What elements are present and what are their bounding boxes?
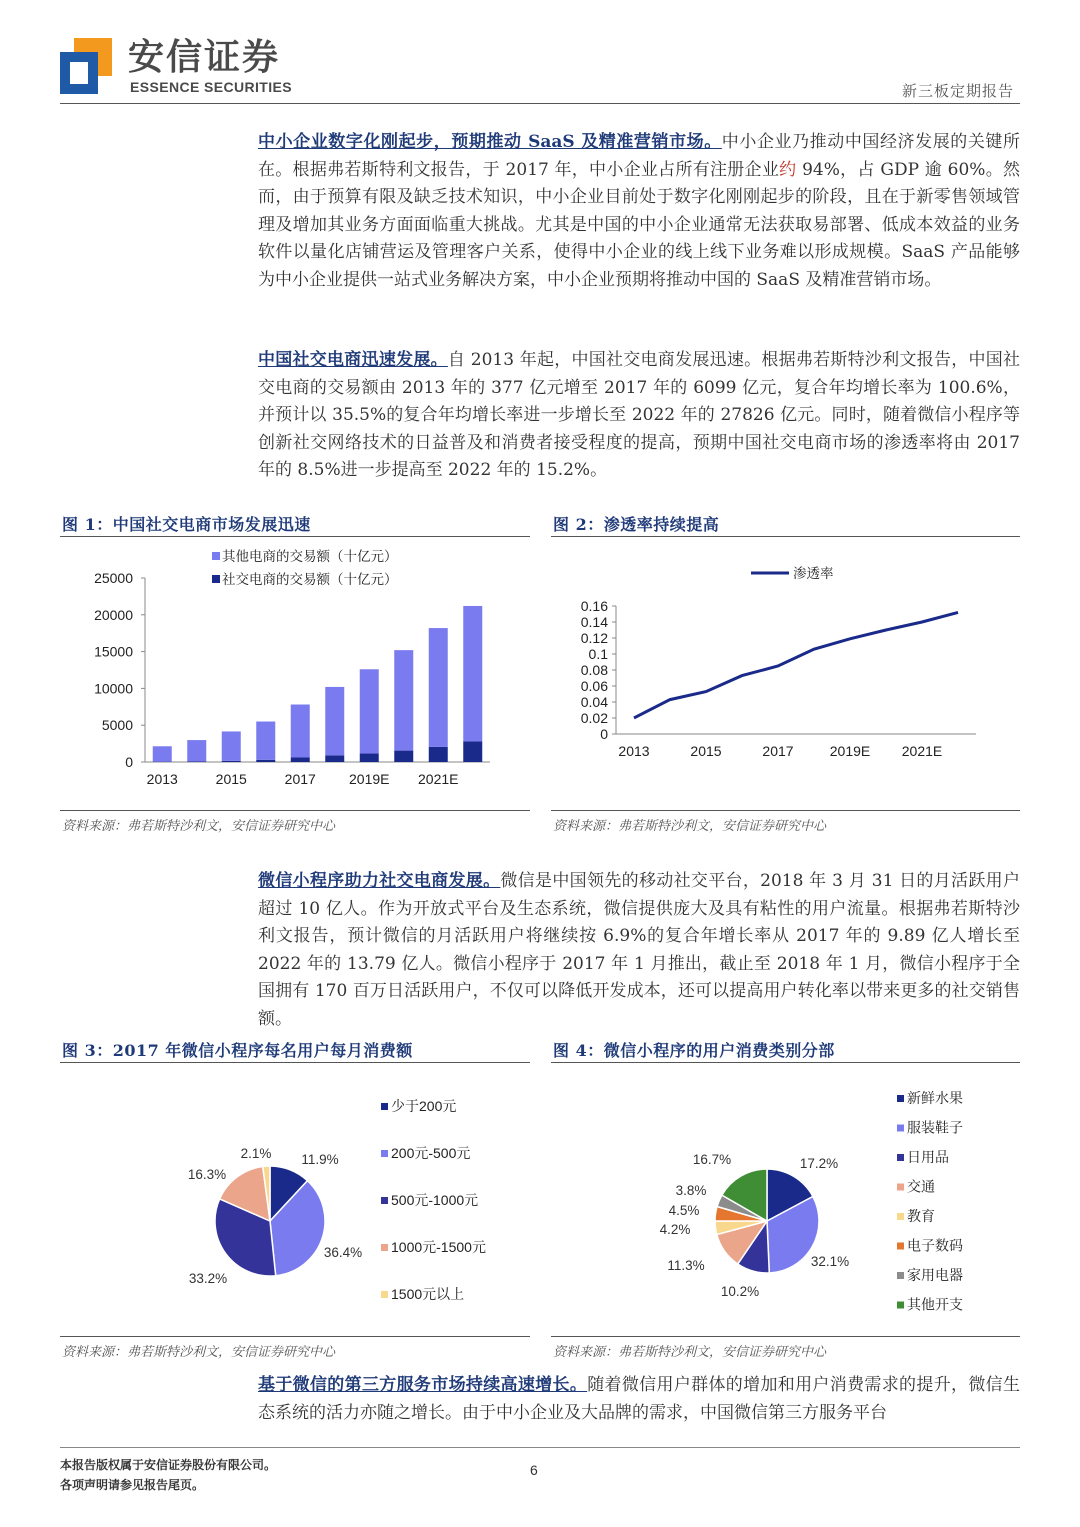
figure-1-bar-chart	[60, 540, 530, 808]
bar-segment	[394, 751, 413, 762]
paragraph-lead: 微信小程序助力社交电商发展。	[258, 871, 501, 891]
figure-1-title: 图 1：中国社交电商市场发展迅速	[62, 515, 311, 534]
y-tick-label: 0	[600, 726, 608, 742]
legend-label: 日用品	[907, 1149, 949, 1165]
bar-segment	[187, 761, 206, 762]
bar-segment	[429, 747, 448, 762]
legend-swatch	[897, 1272, 904, 1279]
logo-text-cn: 安信证券	[128, 37, 281, 78]
x-tick-label: 2021E	[418, 771, 459, 787]
x-tick-label: 2013	[618, 743, 650, 759]
legend-label: 家用电器	[907, 1267, 963, 1283]
figure-3-source: 资料来源：弗若斯特沙利文，安信证券研究中心	[62, 1345, 336, 1360]
pie-data-label: 32.1%	[810, 1254, 850, 1269]
pie-data-label: 36.4%	[323, 1245, 363, 1260]
legend-swatch	[897, 1184, 904, 1191]
bar-segment	[360, 754, 379, 762]
y-tick-label: 25000	[94, 570, 133, 586]
y-tick-label: 5000	[101, 717, 133, 734]
legend-label: 电子数码	[907, 1237, 963, 1254]
pie-data-label: 4.5%	[668, 1203, 700, 1218]
legend-label: 服装鞋子	[907, 1119, 963, 1136]
pie-data-label: 33.2%	[188, 1271, 228, 1286]
paragraph-wechat-third-party	[258, 1372, 1020, 1427]
header-divider	[60, 103, 1020, 104]
bar-segment	[187, 740, 206, 761]
y-tick-label: 0	[125, 754, 133, 770]
x-tick-label: 2017	[762, 743, 794, 759]
figure-1-source: 资料来源：弗若斯特沙利文，安信证券研究中心	[62, 819, 336, 834]
y-tick-label: 10000	[94, 680, 133, 697]
legend-label: 1500元以上	[391, 1286, 465, 1302]
legend-swatch	[381, 1103, 388, 1110]
legend-swatch	[897, 1243, 904, 1250]
bar-segment	[429, 628, 448, 747]
x-tick-label: 2015	[215, 771, 247, 787]
logo-icon	[60, 38, 112, 94]
pie-data-label: 2.1%	[240, 1146, 272, 1161]
y-tick-label: 0.02	[580, 710, 608, 726]
figure-2-bottom-rule	[551, 810, 1020, 811]
y-tick-label: 0.14	[580, 614, 608, 630]
pie-data-label: 17.2%	[799, 1156, 839, 1171]
x-tick-label: 2019E	[349, 771, 390, 787]
bar-segment	[153, 746, 172, 761]
y-tick-label: 0.08	[580, 662, 608, 678]
legend-label: 其他电商的交易额（十亿元）	[222, 549, 398, 564]
bar-segment	[291, 758, 310, 762]
pie-data-label: 4.2%	[659, 1222, 691, 1237]
paragraph-body: 微信是中国领先的移动社交平台，2018 年 3 月 31 日的月活跃用户超过 10 亿人。作为开放式平台及生态系统，微信提供庞大及具有粘性的用户流量。根据弗若斯特沙利文报告，预计微信的月活跃用户将继续按 6.9%的复合年增长率从 2017 年的 9.89 亿人增长至 2022 年的 13.79 亿人。微信小程序于 2017 年 1 月推出，截止至 2018 年 1 月，微信小程序于全国拥有 170 百万日活跃用户，不仅可以降低开发成本，还可以提高用户转化率以带来更多的社交销售额。	[258, 871, 1020, 1029]
y-tick-label: 0.04	[580, 694, 608, 710]
y-tick-label: 0.12	[580, 630, 608, 646]
legend-swatch	[381, 1197, 388, 1204]
logo-text-en: ESSENCE SECURITIES	[130, 79, 293, 95]
x-tick-label: 2019E	[829, 743, 871, 759]
bar-segment	[463, 742, 482, 762]
paragraph-body: 随着微信用户群体的增加和用户消费需求的提升，微信生态系统的活力亦随之增长。由于中小企业及大品牌的需求，中国微信第三方服务平台	[258, 1375, 1021, 1423]
figure-4-source: 资料来源：弗若斯特沙利文，安信证券研究中心	[553, 1345, 827, 1360]
figure-4-title: 图 4：微信小程序的用户消费类别分部	[553, 1041, 835, 1060]
legend-label: 新鲜水果	[907, 1090, 963, 1106]
legend-swatch	[897, 1302, 904, 1309]
paragraph-smes-digitalization	[258, 129, 1020, 294]
legend-swatch	[897, 1095, 904, 1102]
paragraph-lead: 中小企业数字化刚起步，预期推动 SaaS 及精准营销市场。	[258, 132, 722, 152]
legend-swatch	[381, 1244, 388, 1251]
footer-disclaimer: 各项声明请参见报告尾页。	[60, 1478, 205, 1492]
footer-divider	[60, 1447, 1020, 1448]
figure-3-rule	[60, 1062, 530, 1063]
legend-label: 交通	[907, 1178, 935, 1195]
legend-label: 渗透率	[793, 566, 834, 581]
figure-4-pie-chart	[551, 1066, 1020, 1334]
pie-data-label: 3.8%	[675, 1183, 707, 1198]
legend-label: 少于200元	[391, 1098, 457, 1114]
figure-3-pie-chart	[60, 1066, 530, 1334]
legend-label: 教育	[907, 1208, 935, 1224]
pie-data-label: 11.3%	[667, 1258, 705, 1273]
legend-swatch	[212, 552, 220, 560]
figure-1-rule	[60, 536, 530, 537]
figure-2-source: 资料来源：弗若斯特沙利文，安信证券研究中心	[553, 819, 827, 834]
figure-1-bottom-rule	[60, 810, 530, 811]
figure-4-rule	[551, 1062, 1020, 1063]
paragraph-wechat-mini-program	[258, 868, 1020, 1033]
pie-data-label: 16.7%	[692, 1152, 732, 1167]
pie-data-label: 10.2%	[720, 1284, 760, 1299]
y-tick-label: 20000	[94, 606, 133, 623]
bar-segment	[291, 705, 310, 758]
paragraph-social-ecommerce	[258, 347, 1020, 485]
footer-copyright: 本报告版权属于安信证券股份有限公司。	[60, 1458, 277, 1472]
figure-2-line-chart	[551, 540, 1020, 808]
bar-segment	[222, 761, 241, 762]
bar-segment	[256, 760, 275, 762]
legend-swatch	[212, 575, 220, 583]
y-tick-label: 0.16	[580, 598, 608, 614]
paragraph-lead: 中国社交电商迅速发展。	[258, 350, 448, 370]
x-tick-label: 2021E	[901, 743, 943, 759]
page-number: 6	[530, 1462, 538, 1478]
y-tick-label: 0.1	[588, 646, 608, 662]
legend-swatch	[381, 1150, 388, 1157]
legend-swatch	[381, 1291, 388, 1298]
figure-3-title: 图 3：2017 年微信小程序每名用户每月消费额	[62, 1041, 413, 1060]
legend-swatch	[897, 1125, 904, 1132]
report-type: 新三板定期报告	[901, 82, 1014, 100]
figure-3-bottom-rule	[60, 1336, 530, 1337]
figure-2-title: 图 2：渗透率持续提高	[553, 515, 720, 534]
pie-data-label: 16.3%	[187, 1167, 227, 1182]
paragraph-highlight: 约	[779, 159, 797, 180]
paragraph-body: 自 2013 年起，中国社交电商发展迅速。根据弗若斯特沙利文报告，中国社交电商的交易额由 2013 年的 377 亿元增至 2017 年的 6099 亿元，复合年均增长率为 100.6%，并预计以 35.5%的复合年均增长率进一步增长至 2022 年的 27826 亿元。同时，随着微信小程序等创新社交网络技术的日益普及和消费者接受程度的提高，预期中国社交电商市场的渗透率将由 2017 年的 8.5%进一步提高至 2022 年的 15.2%。	[258, 350, 1021, 480]
pie-data-label: 11.9%	[301, 1152, 339, 1167]
bar-segment	[222, 731, 241, 760]
x-tick-label: 2013	[146, 771, 178, 787]
figure-4-bottom-rule	[551, 1336, 1020, 1337]
legend-swatch	[897, 1154, 904, 1161]
legend-label: 500元-1000元	[391, 1192, 479, 1208]
legend-swatch	[897, 1213, 904, 1220]
legend-label: 社交电商的交易额（十亿元）	[222, 572, 398, 587]
x-tick-label: 2017	[284, 771, 316, 787]
bar-segment	[325, 755, 344, 762]
y-tick-label: 0.06	[580, 678, 608, 694]
paragraph-body: 中小企业乃推动中国经济发展的关键所在。根据弗若斯特利文报告，于 2017 年，中小企业占所有注册企业	[258, 132, 1020, 180]
figure-2-rule	[551, 536, 1020, 537]
paragraph-body: 94%，占 GDP 逾 60%。然而，由于预算有限及缺乏技术知识，中小企业目前处于数字化刚刚起步的阶段，且在于新零售领域管理及增加其业务方面面临重大挑战。尤其是中国的中小企业通常无法获取易部署、低成本效益的业务软件以量化店铺营运及管理客户关系，使得中小企业的线上线下业务难以形成规模。SaaS 产品能够为中小企业提供一站式业务解决方案，中小企业预期将推动中国的 SaaS 及精准营销市场。	[258, 159, 1020, 290]
x-tick-label: 2015	[690, 743, 722, 759]
y-tick-label: 15000	[94, 643, 133, 660]
legend-label: 1000元-1500元	[391, 1239, 486, 1255]
series-line	[634, 612, 958, 718]
bar-segment	[256, 722, 275, 760]
bar-segment	[463, 606, 482, 742]
paragraph-lead: 基于微信的第三方服务市场持续高速增长。	[258, 1375, 588, 1395]
bar-segment	[394, 650, 413, 750]
bar-segment	[325, 687, 344, 755]
legend-label: 200元-500元	[391, 1145, 471, 1161]
legend-label: 其他开支	[907, 1296, 963, 1313]
bar-segment	[360, 669, 379, 753]
